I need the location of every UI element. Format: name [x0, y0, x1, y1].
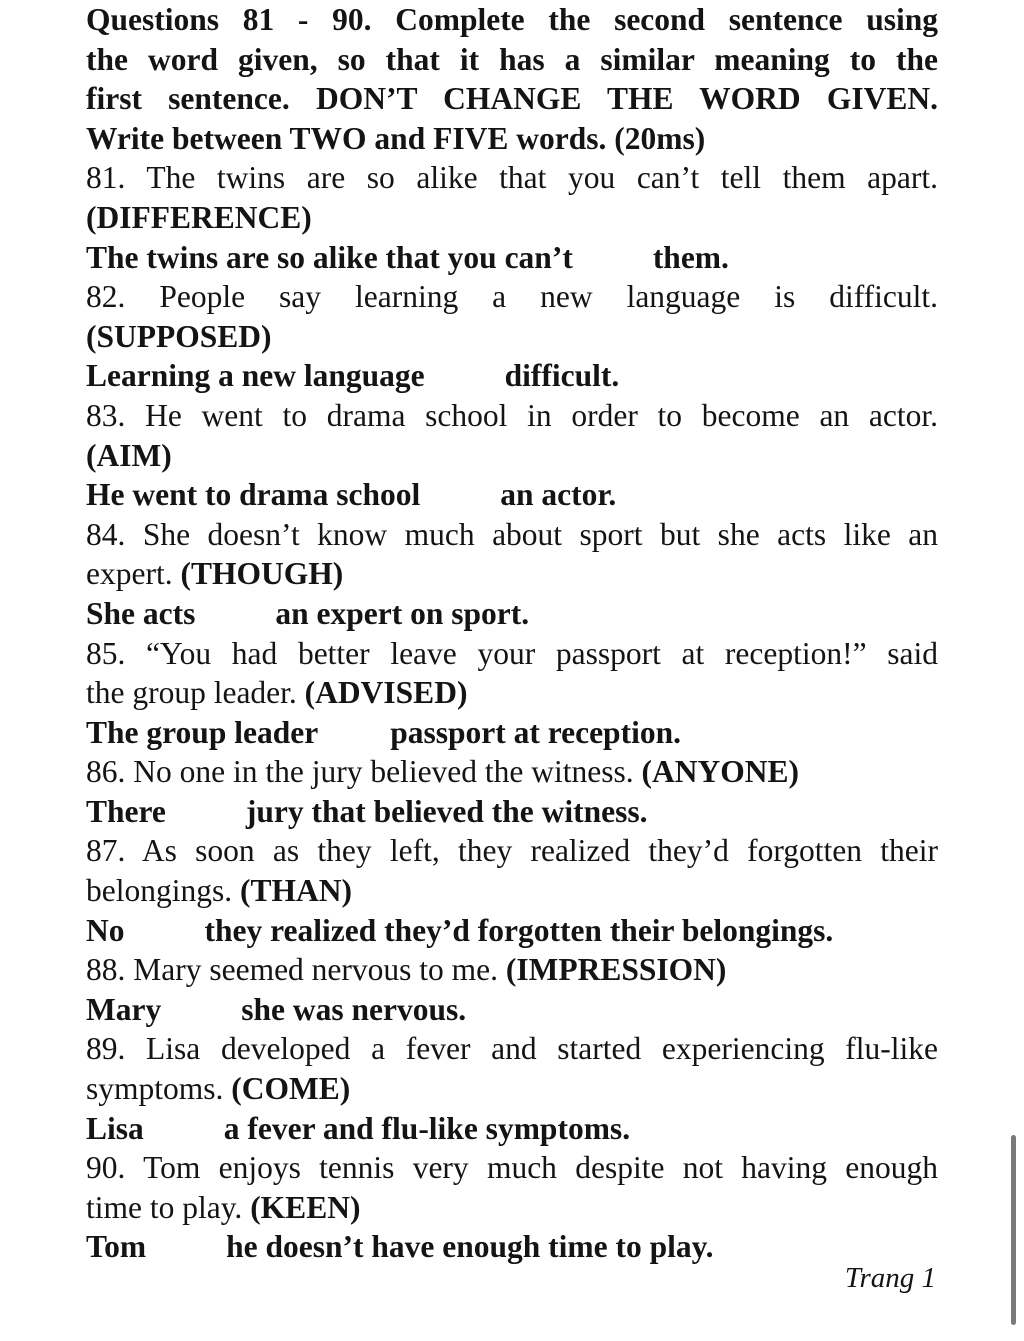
q89-sentence-line-1: 89. Lisa developed a fever and started experiencing flu-like	[86, 1031, 938, 1067]
q89-keyword: (COME)	[231, 1071, 351, 1107]
q89-sentence-end: symptoms.	[86, 1071, 224, 1107]
q88-answer-end: she was nervous.	[241, 991, 467, 1027]
instructions-line-4: Write between TWO and FIVE words. (20ms)	[86, 120, 706, 156]
q90-keyword: (KEEN)	[250, 1189, 361, 1225]
q90-answer-end: he doesn’t have enough time to play.	[226, 1229, 714, 1265]
q83-answer-end: an actor.	[500, 477, 617, 513]
instructions-line-2: the word given, so that it has a similar meaning to the	[86, 41, 938, 77]
q83-sentence: 83. He went to drama school in order to become an actor.	[86, 397, 938, 433]
q82-keyword: (SUPPOSED)	[86, 318, 272, 354]
q81-sentence: 81. The twins are so alike that you can’t tell them apart.	[86, 160, 938, 196]
q81-answer-line	[86, 238, 938, 278]
q81-keyword: (DIFFERENCE)	[86, 199, 312, 235]
q85-answer-end: passport at reception.	[390, 714, 681, 750]
q85-answer-start: The group leader	[86, 714, 319, 750]
q89-answer-line	[86, 1109, 938, 1149]
q90-sentence-end: time to play.	[86, 1189, 243, 1225]
q88-sentence: 88. Mary seemed nervous to me.	[86, 952, 499, 988]
scrollbar-thumb[interactable]	[1011, 1135, 1016, 1325]
q87-answer-start: No	[86, 912, 125, 948]
q86-answer-end: jury that believed the witness.	[245, 793, 648, 829]
q83-keyword: (AIM)	[86, 437, 172, 473]
q86-answer-start: There	[86, 793, 166, 829]
q87-keyword: (THAN)	[240, 873, 352, 909]
q85-sentence-line-2	[86, 673, 938, 713]
q82-sentence: 82. People say learning a new language is difficult.	[86, 279, 938, 315]
q87-sentence-line-1: 87. As soon as they left, they realized they’d forgotten their	[86, 833, 938, 869]
q87-answer-end: they realized they’d forgotten their belongings.	[204, 912, 834, 948]
q84-answer-end: an expert on sport.	[275, 595, 530, 631]
q90-answer-line	[86, 1227, 938, 1267]
q85-answer-line	[86, 713, 938, 753]
q81-answer-start: The twins are so alike that you can’t	[86, 239, 573, 275]
page-number: Trang 1	[844, 1262, 936, 1294]
q82-answer-start: Learning a new language	[86, 358, 425, 394]
q85-sentence-line-1: 85. “You had better leave your passport at reception!” said	[86, 635, 938, 671]
q87-sentence-end: belongings.	[86, 873, 233, 909]
q86-sentence-line	[86, 752, 938, 792]
q88-answer-start: Mary	[86, 991, 162, 1027]
q85-keyword: (ADVISED)	[304, 675, 468, 711]
q84-keyword: (THOUGH)	[180, 556, 344, 592]
instructions-line-3: first sentence. DON’T CHANGE THE WORD GIVEN.	[86, 81, 938, 117]
q84-sentence-line-1: 84. She doesn’t know much about sport but she acts like an	[86, 516, 938, 552]
q86-sentence: 86. No one in the jury believed the witness.	[86, 754, 634, 790]
q89-answer-end: a fever and flu-like symptoms.	[223, 1110, 631, 1146]
q90-answer-start: Tom	[86, 1229, 147, 1265]
q82-answer-line	[86, 356, 938, 396]
q84-sentence-line-2	[86, 554, 938, 594]
q88-answer-line	[86, 990, 938, 1030]
q83-answer-line	[86, 475, 938, 515]
q86-keyword: (ANYONE)	[641, 754, 800, 790]
q86-answer-line	[86, 792, 938, 832]
q84-answer-start: She acts	[86, 595, 196, 631]
instructions-line-1: Questions 81 - 90. Complete the second sentence using	[86, 2, 938, 37]
q88-keyword: (IMPRESSION)	[505, 952, 727, 988]
q87-answer-line	[86, 911, 938, 951]
q83-answer-start: He went to drama school	[86, 477, 421, 513]
q84-answer-line	[86, 594, 938, 634]
q87-sentence-line-2	[86, 871, 938, 911]
q89-answer-start: Lisa	[86, 1110, 144, 1146]
q85-sentence-end: the group leader.	[86, 675, 297, 711]
q81-answer-end: them.	[652, 239, 729, 275]
q88-sentence-line	[86, 950, 938, 990]
worksheet-page	[86, 0, 938, 1267]
q90-sentence-line-2	[86, 1188, 938, 1228]
q84-sentence-end: expert.	[86, 556, 173, 592]
q82-answer-end: difficult.	[504, 358, 620, 394]
q89-sentence-line-2	[86, 1069, 938, 1109]
q90-sentence-line-1: 90. Tom enjoys tennis very much despite not having enough	[86, 1150, 938, 1186]
